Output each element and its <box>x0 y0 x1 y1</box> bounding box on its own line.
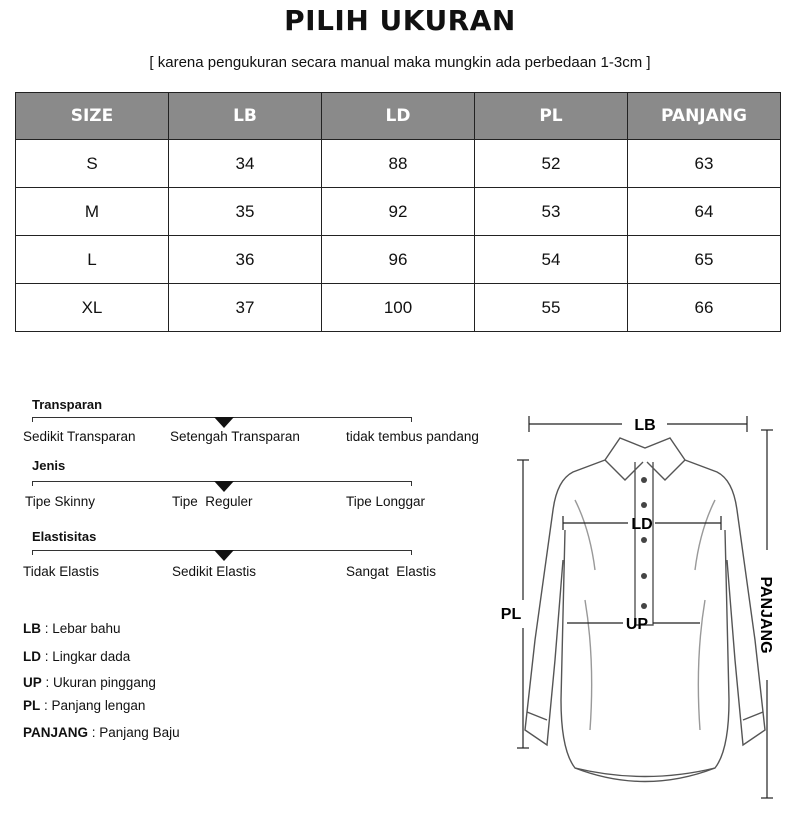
page-subtitle: [ karena pengukuran secara manual maka mungkin ada perbedaan 1-3cm ] <box>149 54 651 71</box>
diagram-label-ld: LD <box>631 516 653 533</box>
scale-title-jenis: Jenis <box>32 458 66 473</box>
scale-label: Tidak Elastis <box>23 564 100 579</box>
header-pl: PL <box>475 93 628 140</box>
scale-marker-icon <box>214 417 234 428</box>
page-title: PILIH UKURAN <box>284 4 516 37</box>
header-lb: LB <box>169 93 322 140</box>
legend-abbr: PANJANG <box>23 725 89 740</box>
legend-item-pl <box>23 698 145 713</box>
scale-label: Sedikit Elastis <box>172 564 257 579</box>
table-cell: 53 <box>475 188 628 236</box>
table-row <box>16 236 781 284</box>
table-cell: 92 <box>322 188 475 236</box>
table-cell: 66 <box>628 284 781 332</box>
legend-item-panjang <box>23 725 180 740</box>
table-cell: 64 <box>628 188 781 236</box>
legend-abbr: LD <box>23 649 41 664</box>
header-ld: LD <box>322 93 475 140</box>
legend-abbr: LB <box>23 621 41 636</box>
header-panjang: PANJANG <box>628 93 781 140</box>
scale-label: Setengah Transparan <box>170 429 300 444</box>
header-size: SIZE <box>16 93 169 140</box>
scale-marker-icon <box>214 481 234 492</box>
legend-item-up <box>23 675 156 690</box>
table-row <box>16 284 781 332</box>
table-cell: 36 <box>169 236 322 284</box>
table-cell: 34 <box>169 140 322 188</box>
scale-label: Sedikit Transparan <box>23 429 136 444</box>
table-header-row <box>16 93 781 140</box>
table-cell: 55 <box>475 284 628 332</box>
diagram-label-lb: LB <box>634 417 656 434</box>
scale-title-elastisitas: Elastisitas <box>32 529 97 544</box>
diagram-label-up: UP <box>625 616 649 633</box>
shirt-diagram <box>495 400 795 810</box>
scale-label: Tipe Reguler <box>172 494 253 509</box>
legend-desc: : Panjang Baju <box>88 725 180 740</box>
scale-label: Sangat Elastis <box>346 564 437 579</box>
table-cell: 37 <box>169 284 322 332</box>
button-dots <box>641 477 647 609</box>
table-cell: 96 <box>322 236 475 284</box>
scale-marker-icon <box>214 550 234 561</box>
table-cell: S <box>16 140 169 188</box>
table-cell: 54 <box>475 236 628 284</box>
table-cell: L <box>16 236 169 284</box>
scale-label: tidak tembus pandang <box>346 429 479 444</box>
table-cell: 35 <box>169 188 322 236</box>
legend-desc: : Panjang lengan <box>40 698 146 713</box>
table-cell: 88 <box>322 140 475 188</box>
table-row <box>16 188 781 236</box>
legend-item-lb <box>23 621 121 636</box>
diagram-label-panjang: PANJANG <box>757 576 774 654</box>
table-cell: 63 <box>628 140 781 188</box>
shirt-outline <box>525 438 765 782</box>
diagram-label-pl: PL <box>500 606 522 623</box>
table-cell: 100 <box>322 284 475 332</box>
legend-desc: : Ukuran pinggang <box>41 675 156 690</box>
legend-desc: : Lebar bahu <box>41 621 121 636</box>
table-row <box>16 140 781 188</box>
table-cell: XL <box>16 284 169 332</box>
legend-desc: : Lingkar dada <box>41 649 131 664</box>
scale-label: Tipe Skinny <box>25 494 96 509</box>
legend-item-ld <box>23 649 130 664</box>
table-cell: M <box>16 188 169 236</box>
size-table <box>15 92 781 332</box>
legend-abbr: UP <box>23 675 42 690</box>
scale-title-transparan: Transparan <box>32 397 103 412</box>
legend-abbr: PL <box>23 698 41 713</box>
scale-label: Tipe Longgar <box>346 494 426 509</box>
table-cell: 65 <box>628 236 781 284</box>
table-cell: 52 <box>475 140 628 188</box>
